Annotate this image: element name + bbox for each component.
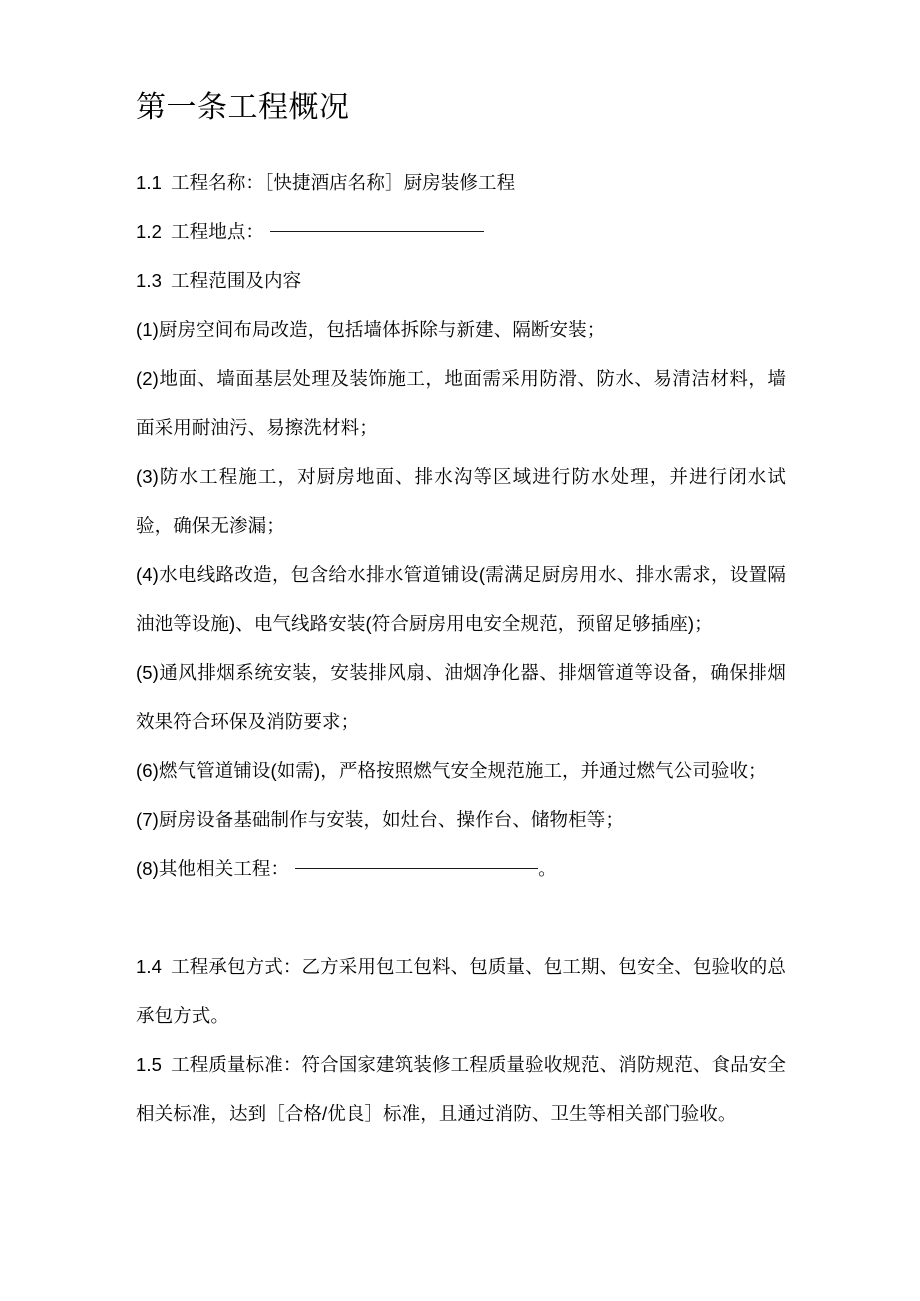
section-1-2-number: 1.2 (136, 221, 163, 242)
scope-item-text: 防水工程施工，对厨房地面、排水沟等区域进行防水处理，并进行闭水试验，确保无渗漏； (136, 466, 786, 536)
section-1-3 (136, 256, 786, 305)
scope-item-marker: (4) (136, 564, 159, 585)
section-1-2 (136, 207, 786, 256)
scope-item (136, 305, 786, 354)
scope-item-marker: (5) (136, 662, 159, 683)
other-works-blank[interactable] (295, 854, 538, 869)
scope-item-text: 燃气管道铺设(如需)，严格按照燃气安全规范施工，并通过燃气公司验收； (158, 760, 767, 781)
scope-item-other (136, 844, 786, 893)
scope-item-marker: (6) (136, 760, 159, 781)
scope-item-marker: (3) (136, 466, 159, 487)
section-1-5-number: 1.5 (136, 1054, 163, 1075)
section-1-4 (136, 942, 786, 1040)
section-1-2-label: 工程地点： (171, 221, 265, 242)
scope-item-trailing: 。 (538, 858, 557, 879)
scope-item-marker: (7) (136, 809, 159, 830)
section-1-5-text: 工程质量标准：符合国家建筑装修工程质量验收规范、消防规范、食品安全相关标准，达到［合格/优良］标准，且通过消防、卫生等相关部门验收。 (136, 1054, 786, 1124)
scope-item-label: 其他相关工程： (158, 858, 290, 879)
scope-item (136, 550, 786, 648)
section-1-4-text: 工程承包方式：乙方采用包工包料、包质量、包工期、包安全、包验收的总承包方式。 (136, 956, 786, 1026)
scope-item-marker: (1) (136, 319, 159, 340)
scope-item (136, 452, 786, 550)
project-location-blank[interactable] (270, 217, 484, 232)
section-1-4-number: 1.4 (136, 956, 163, 977)
paragraph-spacer (136, 893, 786, 942)
section-1-1-number: 1.1 (136, 172, 163, 193)
document-content (136, 88, 786, 1138)
scope-item (136, 746, 786, 795)
scope-item (136, 354, 786, 452)
page-title: 第一条工程概况 (136, 91, 350, 124)
section-1-3-number: 1.3 (136, 270, 163, 291)
scope-item (136, 795, 786, 844)
scope-item-marker: (2) (136, 368, 159, 389)
scope-item-text: 通风排烟系统安装，安装排风扇、油烟净化器、排烟管道等设备，确保排烟效果符合环保及消防要求； (136, 662, 786, 732)
section-1-5 (136, 1040, 786, 1138)
section-1-3-text: 工程范围及内容 (171, 270, 302, 291)
scope-item-text: 厨房空间布局改造，包括墙体拆除与新建、隔断安装； (158, 319, 606, 340)
scope-item-text: 水电线路改造，包含给水排水管道铺设(需满足厨房用水、排水需求，设置隔油池等设施)、电气线路安装(符合厨房用电安全规范，预留足够插座)； (136, 564, 786, 634)
scope-item-text: 地面、墙面基层处理及装饰施工，地面需采用防滑、防水、易清洁材料，墙面采用耐油污、易擦洗材料； (136, 368, 786, 438)
section-1-1-text: 工程名称：［快捷酒店名称］厨房装修工程 (171, 172, 516, 193)
scope-item-text: 厨房设备基础制作与安装，如灶台、操作台、储物柜等； (158, 809, 624, 830)
scope-item (136, 648, 786, 746)
section-1-1 (136, 158, 786, 207)
scope-item-marker: (8) (136, 858, 159, 879)
